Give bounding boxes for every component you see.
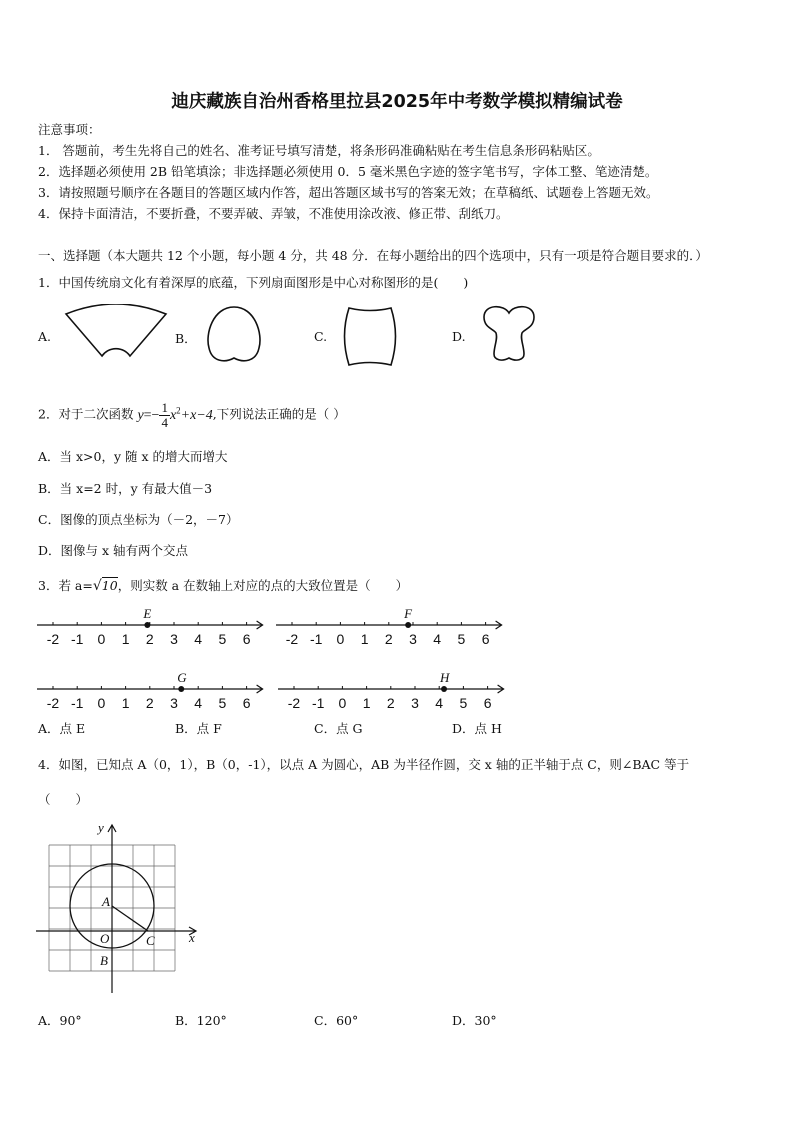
- point-g: [178, 686, 184, 692]
- tick-label: 6: [483, 695, 492, 711]
- q4-option-b: B．120°: [175, 1013, 227, 1028]
- notice-item-2: 2．选择题必须使用 2B 铅笔填涂；非选择题必须使用 0．5 毫米黑色字迹的签字笔书写，字体工整、笔迹清楚。: [38, 164, 658, 179]
- tick-label: -1: [311, 695, 325, 711]
- notice-item-1: 1． 答题前，考生先将自己的姓名、准考证号填写清楚，将条形码准确粘贴在考生信息条形码粘贴区。: [38, 143, 600, 158]
- q1-stem: 1．中国传统扇文化有着深厚的底蕴，下列扇面图形是中心对称图形的是( ): [38, 275, 469, 290]
- q4-option-d: D．30°: [452, 1013, 497, 1028]
- q2-formula-rest: +x−4: [180, 407, 213, 423]
- tick-label: 6: [242, 695, 251, 711]
- tick-label: 0: [97, 631, 106, 647]
- tick-label: -1: [309, 631, 323, 647]
- tick-label: -2: [46, 695, 60, 711]
- q2-option-a: A．当 x>0，y 随 x 的增大而增大: [38, 449, 228, 464]
- tick-label: -2: [46, 631, 60, 647]
- tick-label: 5: [457, 631, 466, 647]
- point-label-h: H: [440, 670, 450, 685]
- point-h: [441, 686, 447, 692]
- fan-shape-b-icon: [203, 304, 265, 368]
- q2-stem-suffix: ,下列说法正确的是（ ）: [212, 406, 346, 422]
- point-f: [405, 622, 411, 628]
- q3-option-c: C．点 G: [314, 721, 363, 736]
- tick-label: -2: [287, 695, 301, 711]
- point-label-f: F: [404, 606, 413, 621]
- q2-formula-eq: =−: [143, 407, 160, 423]
- q2-fraction-den: 4: [161, 414, 168, 430]
- q3-option-a: A．点 E: [38, 721, 86, 736]
- fan-shape-d-icon: [478, 302, 540, 364]
- tick-label: 2: [386, 695, 395, 711]
- q2-option-d: D．图像与 x 轴有两个交点: [38, 543, 189, 558]
- tick-label: 4: [194, 695, 203, 711]
- q4-figure: [30, 815, 210, 1000]
- q3-stem-suffix: ，则实数 a 在数轴上对应的点的大致位置是（ ）: [117, 578, 409, 593]
- point-e: [144, 622, 150, 628]
- tick-label: 1: [362, 695, 371, 711]
- q2-option-b: B．当 x=2 时，y 有最大值－3: [38, 481, 213, 496]
- q3-stem-prefix: 3．若 a=: [38, 578, 93, 593]
- point-label-g: G: [177, 670, 187, 685]
- q4-option-c: C．60°: [314, 1013, 359, 1028]
- tick-label: 5: [459, 695, 468, 711]
- point-label-e: E: [143, 606, 152, 621]
- sqrt-sign: √: [92, 578, 102, 594]
- tick-label: 6: [481, 631, 490, 647]
- q2-formula-x: x: [169, 407, 177, 423]
- q2-fraction: [159, 401, 170, 430]
- tick-label: -1: [70, 631, 84, 647]
- q3-radicand: 10: [101, 578, 118, 593]
- tick-label: 0: [336, 631, 345, 647]
- q4-paren: （ ）: [38, 792, 89, 807]
- fan-shape-a-icon: [64, 304, 168, 364]
- q2-formula: [137, 399, 213, 430]
- notice-item-4: 4．保持卡面清洁，不要折叠，不要弄破、弄皱，不准使用涂改液、修正带、刮纸刀。: [38, 206, 509, 221]
- label-a: A: [102, 894, 110, 909]
- tick-label: 6: [242, 631, 251, 647]
- label-c: C: [146, 933, 155, 948]
- q1-option-a-label: A.: [38, 329, 52, 344]
- fan-shape-c-icon: [340, 305, 400, 369]
- number-lines: [0, 600, 794, 720]
- q2-formula-y: y: [137, 407, 144, 423]
- q3-option-b: B．点 F: [175, 721, 222, 736]
- segment-ac: [112, 906, 148, 931]
- q1-option-c-label: C.: [314, 329, 328, 344]
- label-y: y: [98, 820, 104, 835]
- q4-stem: 4．如图，已知点 A（0，1），B（0，-1），以点 A 为圆心，AB 为半径作圆，交 x 轴的正半轴于点 C，则∠BAC 等于: [38, 757, 690, 772]
- tick-label: 2: [145, 631, 154, 647]
- tick-label: 2: [145, 695, 154, 711]
- q4-option-a: A．90°: [38, 1013, 82, 1028]
- q3-stem: [38, 576, 408, 594]
- q1-option-b-label: B．: [175, 331, 197, 346]
- q1-option-d-label: D.: [452, 329, 466, 344]
- tick-label: 1: [360, 631, 369, 647]
- tick-label: 3: [170, 631, 178, 647]
- label-x: x: [189, 930, 195, 945]
- tick-label: 4: [433, 631, 442, 647]
- tick-label: 5: [218, 695, 227, 711]
- section-heading: 一、选择题（本大题共 12 个小题，每小题 4 分，共 48 分．在每小题给出的四个选项中，只有一项是符合题目要求的．）: [38, 248, 708, 263]
- q3-option-d: D．点 H: [452, 721, 502, 736]
- tick-label: 1: [121, 695, 130, 711]
- tick-label: 3: [170, 695, 178, 711]
- tick-label: 3: [409, 631, 417, 647]
- q2-formula-sup: 2: [176, 405, 181, 415]
- q2-stem-prefix: 2．对于二次函数: [38, 406, 138, 422]
- q2-stem: [38, 397, 346, 430]
- tick-label: 1: [121, 631, 130, 647]
- q2-fraction-num: 1: [161, 399, 168, 415]
- notice-item-3: 3．请按照题号顺序在各题目的答题区域内作答，超出答题区域书写的答案无效；在草稿纸、试题卷上答题无效。: [38, 185, 659, 200]
- tick-label: 5: [218, 631, 227, 647]
- q2-option-c: C．图像的顶点坐标为（－2，－7）: [38, 512, 239, 527]
- page-title: 迪庆藏族自治州香格里拉县2025年中考数学模拟精编试卷: [171, 92, 623, 112]
- tick-label: -2: [285, 631, 299, 647]
- tick-label: 3: [411, 695, 419, 711]
- tick-label: 2: [384, 631, 393, 647]
- tick-label: 4: [194, 631, 203, 647]
- notice-heading: 注意事项：: [38, 122, 101, 137]
- tick-label: 4: [435, 695, 444, 711]
- label-o: O: [100, 931, 110, 946]
- tick-label: 0: [97, 695, 106, 711]
- label-b: B: [100, 953, 108, 968]
- tick-label: -1: [70, 695, 84, 711]
- tick-label: 0: [338, 695, 347, 711]
